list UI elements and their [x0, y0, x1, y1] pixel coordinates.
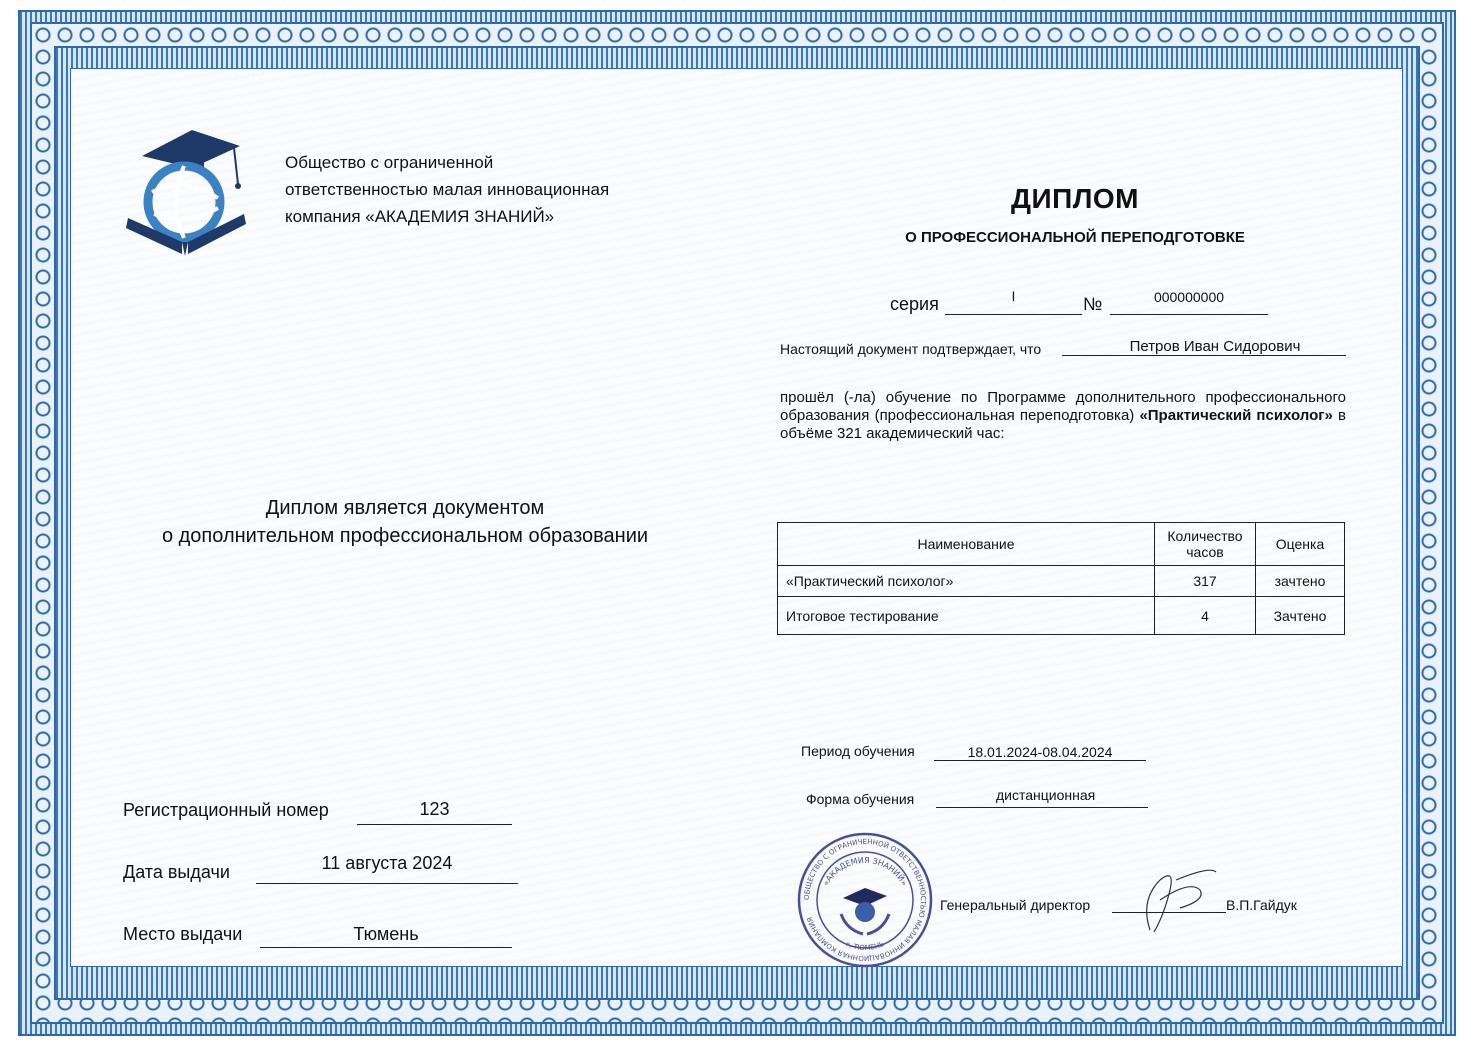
series-value: I	[1011, 288, 1016, 304]
issue-date-underline	[256, 883, 518, 884]
person-underline	[1062, 355, 1346, 356]
reg-number-underline	[357, 824, 512, 825]
person-name: Петров Иван Сидорович	[1129, 338, 1301, 355]
header-grade: Оценка	[1256, 523, 1345, 566]
table-header-row	[778, 523, 1345, 566]
statement-line-1: Диплом является документом	[265, 497, 545, 519]
confirm-label: Настоящий документ подтверждает, что	[780, 341, 1042, 357]
series-underline	[945, 314, 1082, 315]
row-1-name: «Практический психолог»	[778, 566, 1155, 597]
issue-place-value: Тюмень	[353, 924, 419, 944]
number-label: №	[1083, 294, 1103, 314]
row-2-hours: 4	[1155, 597, 1256, 635]
stamp-ring-text: ОБЩЕСТВО С ОГРАНИЧЕННОЙ ОТВЕТСТВЕННОСТЬЮ МАЛАЯ ИННОВАЦИОННАЯ КОМПАНИЯ	[802, 837, 928, 963]
diploma-subtitle: О ПРОФЕССИОНАЛЬНОЙ ПЕРЕПОДГОТОВКЕ	[905, 229, 1245, 246]
statement-line-2: о дополнительном профессиональном образовании	[161, 525, 649, 547]
issue-date-value: 11 августа 2024	[321, 853, 453, 873]
signature-icon	[1120, 860, 1240, 940]
row-2-grade: Зачтено	[1256, 597, 1345, 635]
issue-place-label: Место выдачи	[123, 924, 243, 944]
academy-logo-icon	[122, 122, 250, 258]
program-description	[780, 389, 1346, 443]
director-label: Генеральный директор	[940, 897, 1091, 913]
period-underline	[934, 760, 1146, 761]
study-form-value: дистанционная	[996, 787, 1096, 803]
header-name: Наименование	[778, 523, 1155, 566]
body-text-part-1: прошёл (-ла) обучение по Программе дополнительного профессионального образования (профессиональная переподготовка)	[780, 389, 1346, 424]
reg-number-value: 123	[419, 799, 450, 819]
number-underline	[1110, 314, 1268, 315]
org-line-1: Общество с ограниченной	[285, 153, 494, 172]
row-1-grade: зачтено	[1256, 566, 1345, 597]
period-label: Период обучения	[801, 743, 915, 759]
header-hours: Количество часов	[1155, 523, 1256, 566]
series-label: серия	[890, 294, 939, 314]
document-statement	[100, 494, 710, 550]
stamp-bottom-text: г. ТЮМЕНЬ	[844, 939, 886, 953]
svg-text:г. ТЮМЕНЬ	[845, 940, 886, 952]
issue-place-underline	[260, 947, 512, 948]
study-form-label: Форма обучения	[806, 791, 915, 807]
row-1-hours: 317	[1155, 566, 1256, 597]
official-stamp-icon	[795, 830, 935, 970]
row-2-name: Итоговое тестирование	[778, 597, 1155, 635]
director-name: В.П.Гайдук	[1226, 897, 1297, 913]
table-row	[778, 566, 1345, 597]
period-value: 18.01.2024-08.04.2024	[967, 744, 1113, 760]
number-value: 000000000	[1153, 289, 1225, 305]
stamp-center-text: «АКАДЕМИЯ ЗНАНИЙ»	[821, 855, 909, 888]
reg-number-label: Регистрационный номер	[123, 800, 329, 820]
organization-name	[285, 149, 685, 230]
program-name: «Практический психолог»	[1139, 407, 1333, 424]
grades-table	[777, 522, 1345, 635]
table-row	[778, 597, 1345, 635]
org-line-3: компания «АКАДЕМИЯ ЗНАНИЙ»	[285, 207, 555, 226]
study-form-underline	[936, 807, 1148, 808]
diploma-title: ДИПЛОМ	[1011, 183, 1139, 214]
issue-date-label: Дата выдачи	[123, 862, 230, 882]
svg-text:«АКАДЕМИЯ ЗНАНИЙ»	[821, 856, 909, 888]
org-line-2: ответственностью малая инновационная	[285, 180, 610, 199]
body-text-part-2: в объёме 321 академический час:	[780, 407, 1346, 442]
